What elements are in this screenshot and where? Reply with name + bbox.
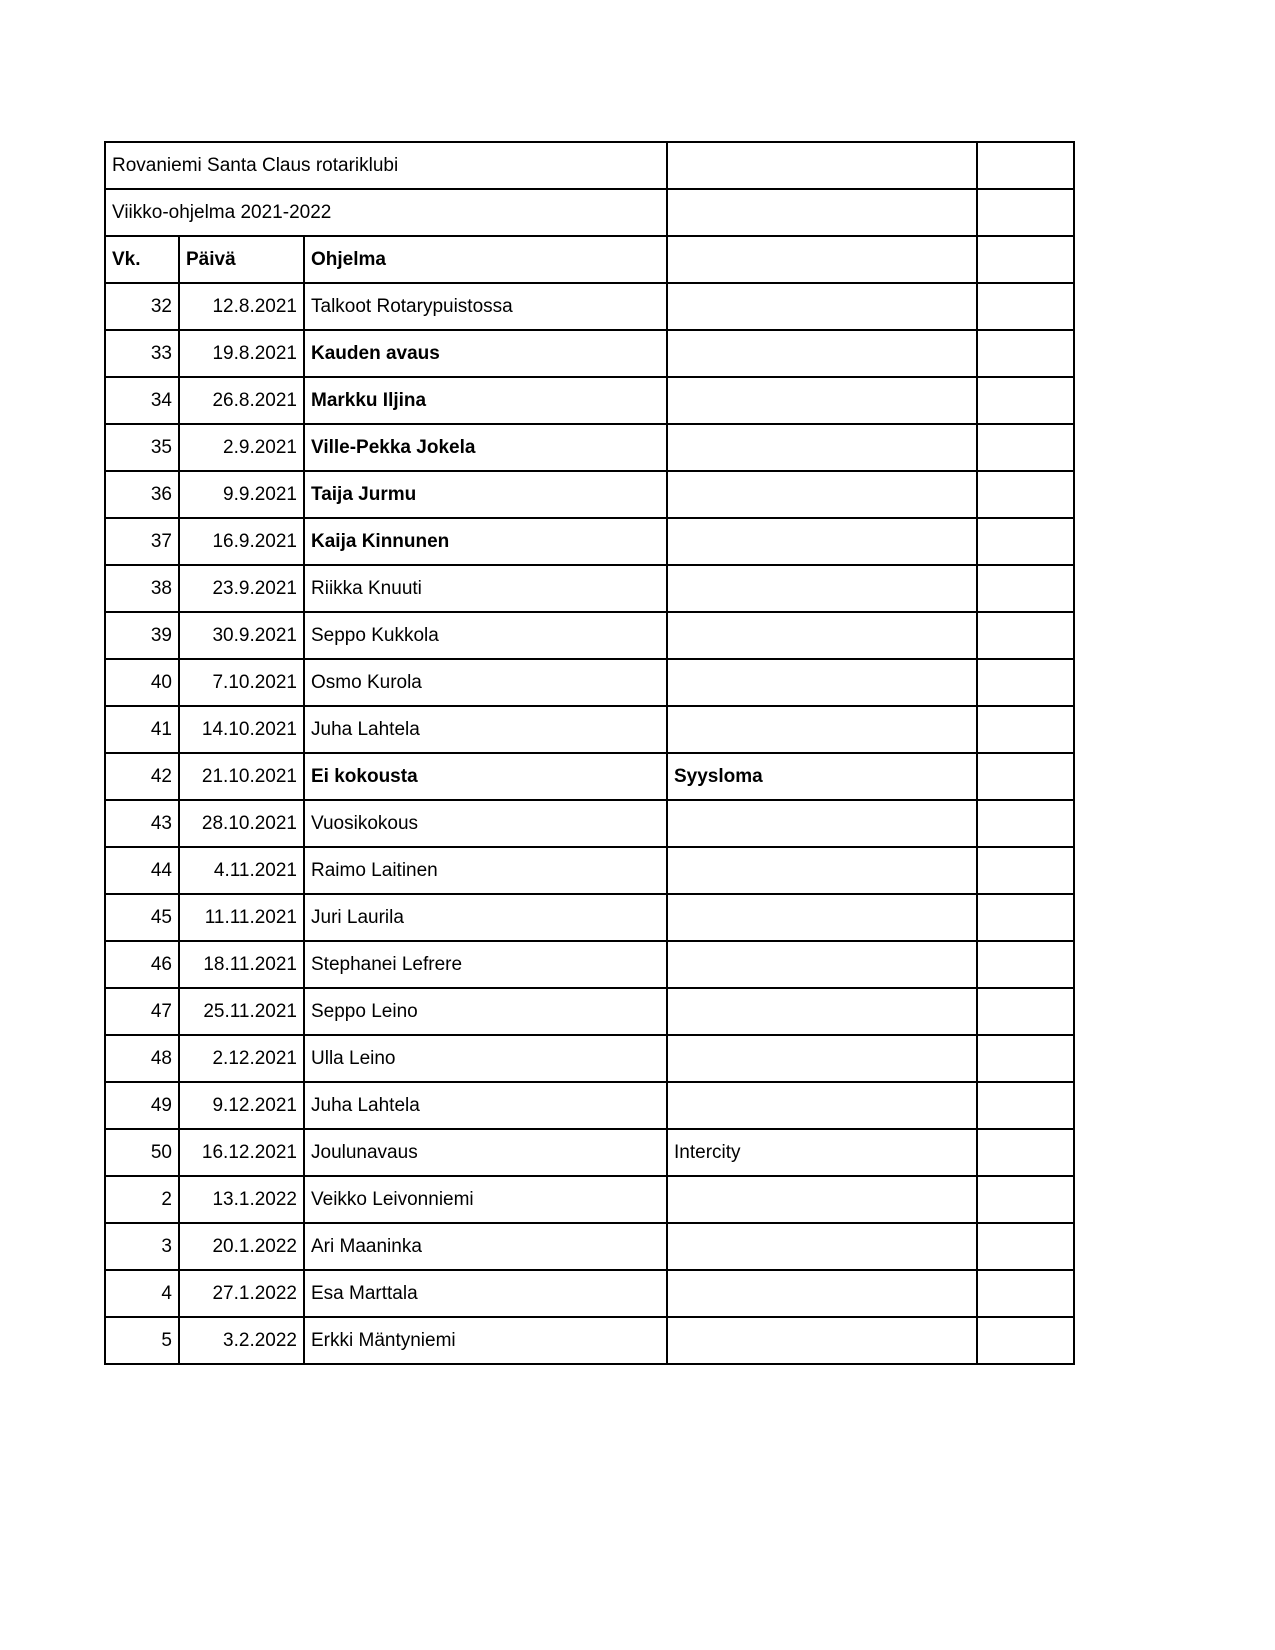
table-row xyxy=(105,706,1074,753)
empty-cell xyxy=(667,236,977,283)
date-cell: 27.1.2022 xyxy=(179,1270,304,1317)
note-cell xyxy=(667,1035,977,1082)
week-cell: 42 xyxy=(105,753,179,800)
note-cell xyxy=(667,706,977,753)
empty-cell xyxy=(977,189,1074,236)
date-cell: 19.8.2021 xyxy=(179,330,304,377)
date-cell: 26.8.2021 xyxy=(179,377,304,424)
program-cell: Raimo Laitinen xyxy=(304,847,667,894)
week-cell: 3 xyxy=(105,1223,179,1270)
date-cell: 2.9.2021 xyxy=(179,424,304,471)
program-cell: Veikko Leivonniemi xyxy=(304,1176,667,1223)
empty-cell xyxy=(977,236,1074,283)
empty-cell xyxy=(977,1035,1074,1082)
title-row xyxy=(105,142,1074,189)
date-cell: 28.10.2021 xyxy=(179,800,304,847)
week-cell: 36 xyxy=(105,471,179,518)
table-row xyxy=(105,377,1074,424)
date-cell: 4.11.2021 xyxy=(179,847,304,894)
program-cell: Riikka Knuuti xyxy=(304,565,667,612)
empty-cell xyxy=(977,1082,1074,1129)
date-cell: 16.12.2021 xyxy=(179,1129,304,1176)
week-cell: 46 xyxy=(105,941,179,988)
program-cell: Kauden avaus xyxy=(304,330,667,377)
empty-cell xyxy=(977,518,1074,565)
empty-cell xyxy=(977,706,1074,753)
date-cell: 18.11.2021 xyxy=(179,941,304,988)
empty-cell xyxy=(977,471,1074,518)
empty-cell xyxy=(977,1223,1074,1270)
empty-cell xyxy=(977,988,1074,1035)
header-program: Ohjelma xyxy=(304,236,667,283)
table-row xyxy=(105,800,1074,847)
week-cell: 32 xyxy=(105,283,179,330)
table-row xyxy=(105,471,1074,518)
note-cell: Syysloma xyxy=(667,753,977,800)
program-cell: Kaija Kinnunen xyxy=(304,518,667,565)
note-cell xyxy=(667,1317,977,1364)
subtitle-row xyxy=(105,189,1074,236)
note-cell xyxy=(667,283,977,330)
empty-cell xyxy=(977,424,1074,471)
note-cell xyxy=(667,847,977,894)
week-cell: 39 xyxy=(105,612,179,659)
table-row xyxy=(105,518,1074,565)
week-cell: 35 xyxy=(105,424,179,471)
week-cell: 41 xyxy=(105,706,179,753)
empty-cell xyxy=(977,377,1074,424)
table-row xyxy=(105,988,1074,1035)
empty-cell xyxy=(977,283,1074,330)
program-cell: Ulla Leino xyxy=(304,1035,667,1082)
week-cell: 48 xyxy=(105,1035,179,1082)
table-row xyxy=(105,1082,1074,1129)
week-cell: 34 xyxy=(105,377,179,424)
table-row xyxy=(105,659,1074,706)
note-cell xyxy=(667,565,977,612)
empty-cell xyxy=(977,753,1074,800)
table-row xyxy=(105,330,1074,377)
date-cell: 21.10.2021 xyxy=(179,753,304,800)
empty-cell xyxy=(977,330,1074,377)
empty-cell xyxy=(977,1176,1074,1223)
date-cell: 9.9.2021 xyxy=(179,471,304,518)
empty-cell xyxy=(977,659,1074,706)
empty-cell xyxy=(977,612,1074,659)
note-cell xyxy=(667,894,977,941)
note-cell xyxy=(667,424,977,471)
program-cell: Vuosikokous xyxy=(304,800,667,847)
program-cell: Esa Marttala xyxy=(304,1270,667,1317)
week-cell: 47 xyxy=(105,988,179,1035)
week-cell: 5 xyxy=(105,1317,179,1364)
table-row xyxy=(105,565,1074,612)
week-cell: 49 xyxy=(105,1082,179,1129)
table-row xyxy=(105,941,1074,988)
date-cell: 25.11.2021 xyxy=(179,988,304,1035)
table-row xyxy=(105,283,1074,330)
empty-cell xyxy=(667,142,977,189)
week-cell: 45 xyxy=(105,894,179,941)
week-cell: 4 xyxy=(105,1270,179,1317)
program-cell: Stephanei Lefrere xyxy=(304,941,667,988)
empty-cell xyxy=(977,800,1074,847)
table-row xyxy=(105,1129,1074,1176)
header-row xyxy=(105,236,1074,283)
empty-cell xyxy=(977,847,1074,894)
note-cell xyxy=(667,612,977,659)
note-cell xyxy=(667,1082,977,1129)
date-cell: 3.2.2022 xyxy=(179,1317,304,1364)
note-cell: Intercity xyxy=(667,1129,977,1176)
note-cell xyxy=(667,988,977,1035)
note-cell xyxy=(667,1270,977,1317)
week-cell: 44 xyxy=(105,847,179,894)
note-cell xyxy=(667,518,977,565)
date-cell: 23.9.2021 xyxy=(179,565,304,612)
table-row xyxy=(105,847,1074,894)
club-title: Rovaniemi Santa Claus rotariklubi xyxy=(105,142,667,189)
program-cell: Ari Maaninka xyxy=(304,1223,667,1270)
program-cell: Erkki Mäntyniemi xyxy=(304,1317,667,1364)
note-cell xyxy=(667,1176,977,1223)
empty-cell xyxy=(977,894,1074,941)
date-cell: 11.11.2021 xyxy=(179,894,304,941)
note-cell xyxy=(667,1223,977,1270)
program-cell: Juha Lahtela xyxy=(304,706,667,753)
empty-cell xyxy=(977,941,1074,988)
note-cell xyxy=(667,330,977,377)
week-cell: 33 xyxy=(105,330,179,377)
program-cell: Osmo Kurola xyxy=(304,659,667,706)
date-cell: 7.10.2021 xyxy=(179,659,304,706)
empty-cell xyxy=(977,1270,1074,1317)
header-date: Päivä xyxy=(179,236,304,283)
note-cell xyxy=(667,800,977,847)
program-cell: Taija Jurmu xyxy=(304,471,667,518)
program-cell: Juri Laurila xyxy=(304,894,667,941)
program-cell: Ville-Pekka Jokela xyxy=(304,424,667,471)
program-cell: Ei kokousta xyxy=(304,753,667,800)
table-row xyxy=(105,1223,1074,1270)
date-cell: 9.12.2021 xyxy=(179,1082,304,1129)
program-cell: Talkoot Rotarypuistossa xyxy=(304,283,667,330)
table-row xyxy=(105,612,1074,659)
date-cell: 13.1.2022 xyxy=(179,1176,304,1223)
week-cell: 2 xyxy=(105,1176,179,1223)
week-cell: 43 xyxy=(105,800,179,847)
date-cell: 16.9.2021 xyxy=(179,518,304,565)
date-cell: 30.9.2021 xyxy=(179,612,304,659)
program-table xyxy=(104,141,1075,1365)
date-cell: 14.10.2021 xyxy=(179,706,304,753)
week-cell: 37 xyxy=(105,518,179,565)
program-cell: Markku Iljina xyxy=(304,377,667,424)
table-row xyxy=(105,1317,1074,1364)
header-week: Vk. xyxy=(105,236,179,283)
table-row xyxy=(105,1270,1074,1317)
date-cell: 12.8.2021 xyxy=(179,283,304,330)
empty-cell xyxy=(977,1129,1074,1176)
program-cell: Seppo Leino xyxy=(304,988,667,1035)
table-row xyxy=(105,1176,1074,1223)
empty-cell xyxy=(977,1317,1074,1364)
empty-cell xyxy=(667,189,977,236)
note-cell xyxy=(667,377,977,424)
table-row xyxy=(105,894,1074,941)
table-row xyxy=(105,753,1074,800)
program-cell: Juha Lahtela xyxy=(304,1082,667,1129)
week-cell: 40 xyxy=(105,659,179,706)
table-row xyxy=(105,424,1074,471)
note-cell xyxy=(667,659,977,706)
empty-cell xyxy=(977,142,1074,189)
week-cell: 38 xyxy=(105,565,179,612)
program-subtitle: Viikko-ohjelma 2021-2022 xyxy=(105,189,667,236)
note-cell xyxy=(667,471,977,518)
note-cell xyxy=(667,941,977,988)
date-cell: 2.12.2021 xyxy=(179,1035,304,1082)
program-cell: Seppo Kukkola xyxy=(304,612,667,659)
empty-cell xyxy=(977,565,1074,612)
program-cell: Joulunavaus xyxy=(304,1129,667,1176)
week-cell: 50 xyxy=(105,1129,179,1176)
table-row xyxy=(105,1035,1074,1082)
date-cell: 20.1.2022 xyxy=(179,1223,304,1270)
